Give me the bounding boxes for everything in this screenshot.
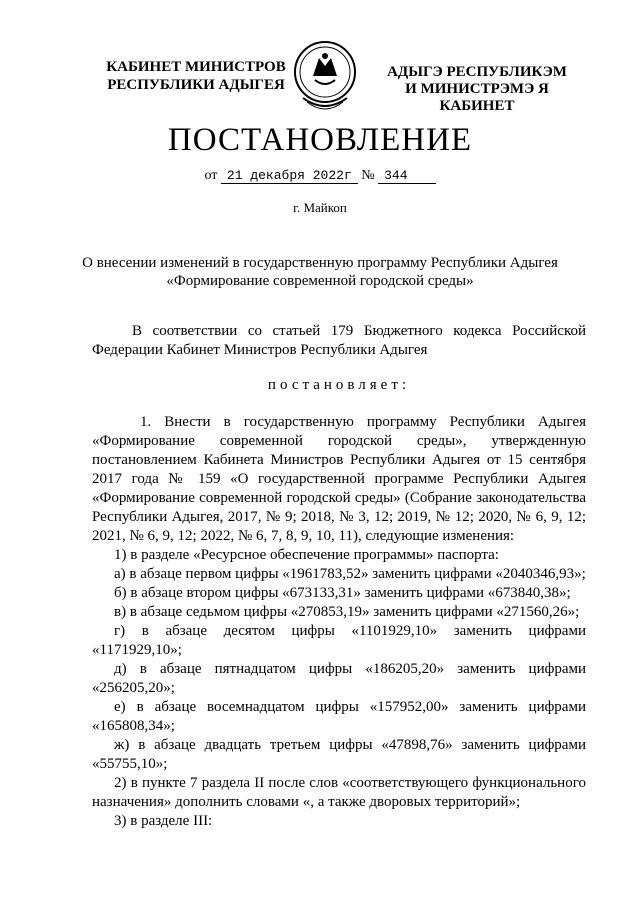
date-prefix: от [204, 168, 218, 183]
paragraph: 3) в разделе III: [114, 813, 213, 829]
paragraph: 1) в разделе «Ресурсное обеспечение программы» паспорта: [114, 547, 499, 563]
issuer-line-1-adyghe: АДЫГЭ РЕСПУБЛИКЭМ [387, 64, 567, 80]
paragraph: г) в абзаце десятом цифры «1101929,10» заменить цифрами «1171929,10»; [92, 623, 586, 658]
issuer-name-adyghe [372, 64, 582, 115]
issuer-line-2-adyghe: И МИНИСТРЭМЭ Я КАБИНЕТ [405, 81, 549, 114]
document-number: 344 [378, 168, 435, 184]
issuer-line-1: КАБИНЕТ МИНИСТРОВ [106, 59, 286, 75]
paragraph: е) в абзаце восемнадцатом цифры «157952,00» заменить цифрами «165808,34»; [92, 699, 586, 734]
paragraph: в) в абзаце седьмом цифры «270853,19» заменить цифрами «271560,26»; [114, 604, 580, 620]
paragraph: б) в абзаце втором цифры «673133,31» заменить цифрами «673840,38»; [114, 585, 571, 601]
subject-line-2: «Формирование современной городской среды» [166, 273, 474, 289]
number-label: № [361, 168, 375, 183]
paragraph: д) в абзаце пятнадцатом цифры «186205,20» заменить цифрами «256205,20»; [92, 661, 586, 696]
coat-of-arms-icon [285, 36, 365, 116]
document-subject [60, 254, 580, 290]
document-body [92, 322, 586, 831]
resolve-word: постановляет: [267, 377, 411, 393]
document-title: ПОСТАНОВЛЕНИЕ [167, 122, 473, 158]
paragraph: 1. Внести в государственную программу Республики Адыгея «Формирование современной городской среды», утвержденную постановлением Кабинета Министров Республики Адыгея от 15 сентября 2017 года № 159 «О государственной программе Республики Адыгея «Формирование современной городской среды» (Собрание законодательства Республики Адыгея, 2017, № 9; 2018, № 3, 12; 2019, № 12; 2020, № 6, 9, 12; 2021, № 6, 9, 12; 2022, № 6, 7, 8, 9, 10, 11), следующие изменения: [92, 414, 586, 544]
paragraph: а) в абзаце первом цифры «1961783,52» заменить цифрами «2040346,93»; [114, 566, 586, 582]
city: г. Майкоп [293, 200, 347, 215]
issuer-name-russian [96, 58, 296, 94]
subject-line-1: О внесении изменений в государственную программу Республики Адыгея [82, 255, 558, 271]
paragraph: ж) в абзаце двадцать третьем цифры «47898,76» заменить цифрами «55755,10»; [92, 737, 586, 772]
date-value: 21 декабря 2022г [221, 168, 358, 184]
preamble: В соответствии со статьей 179 Бюджетного кодекса Российской Федерации Кабинет Министров Республики Адыгея [92, 323, 586, 358]
paragraph: 2) в пункте 7 раздела II после слов «соответствующего функционального назначения» дополнить словами «, а также дворовых территорий»; [92, 775, 586, 810]
date-line [0, 168, 640, 184]
issuer-line-2: РЕСПУБЛИКИ АДЫГЕЯ [107, 77, 285, 93]
